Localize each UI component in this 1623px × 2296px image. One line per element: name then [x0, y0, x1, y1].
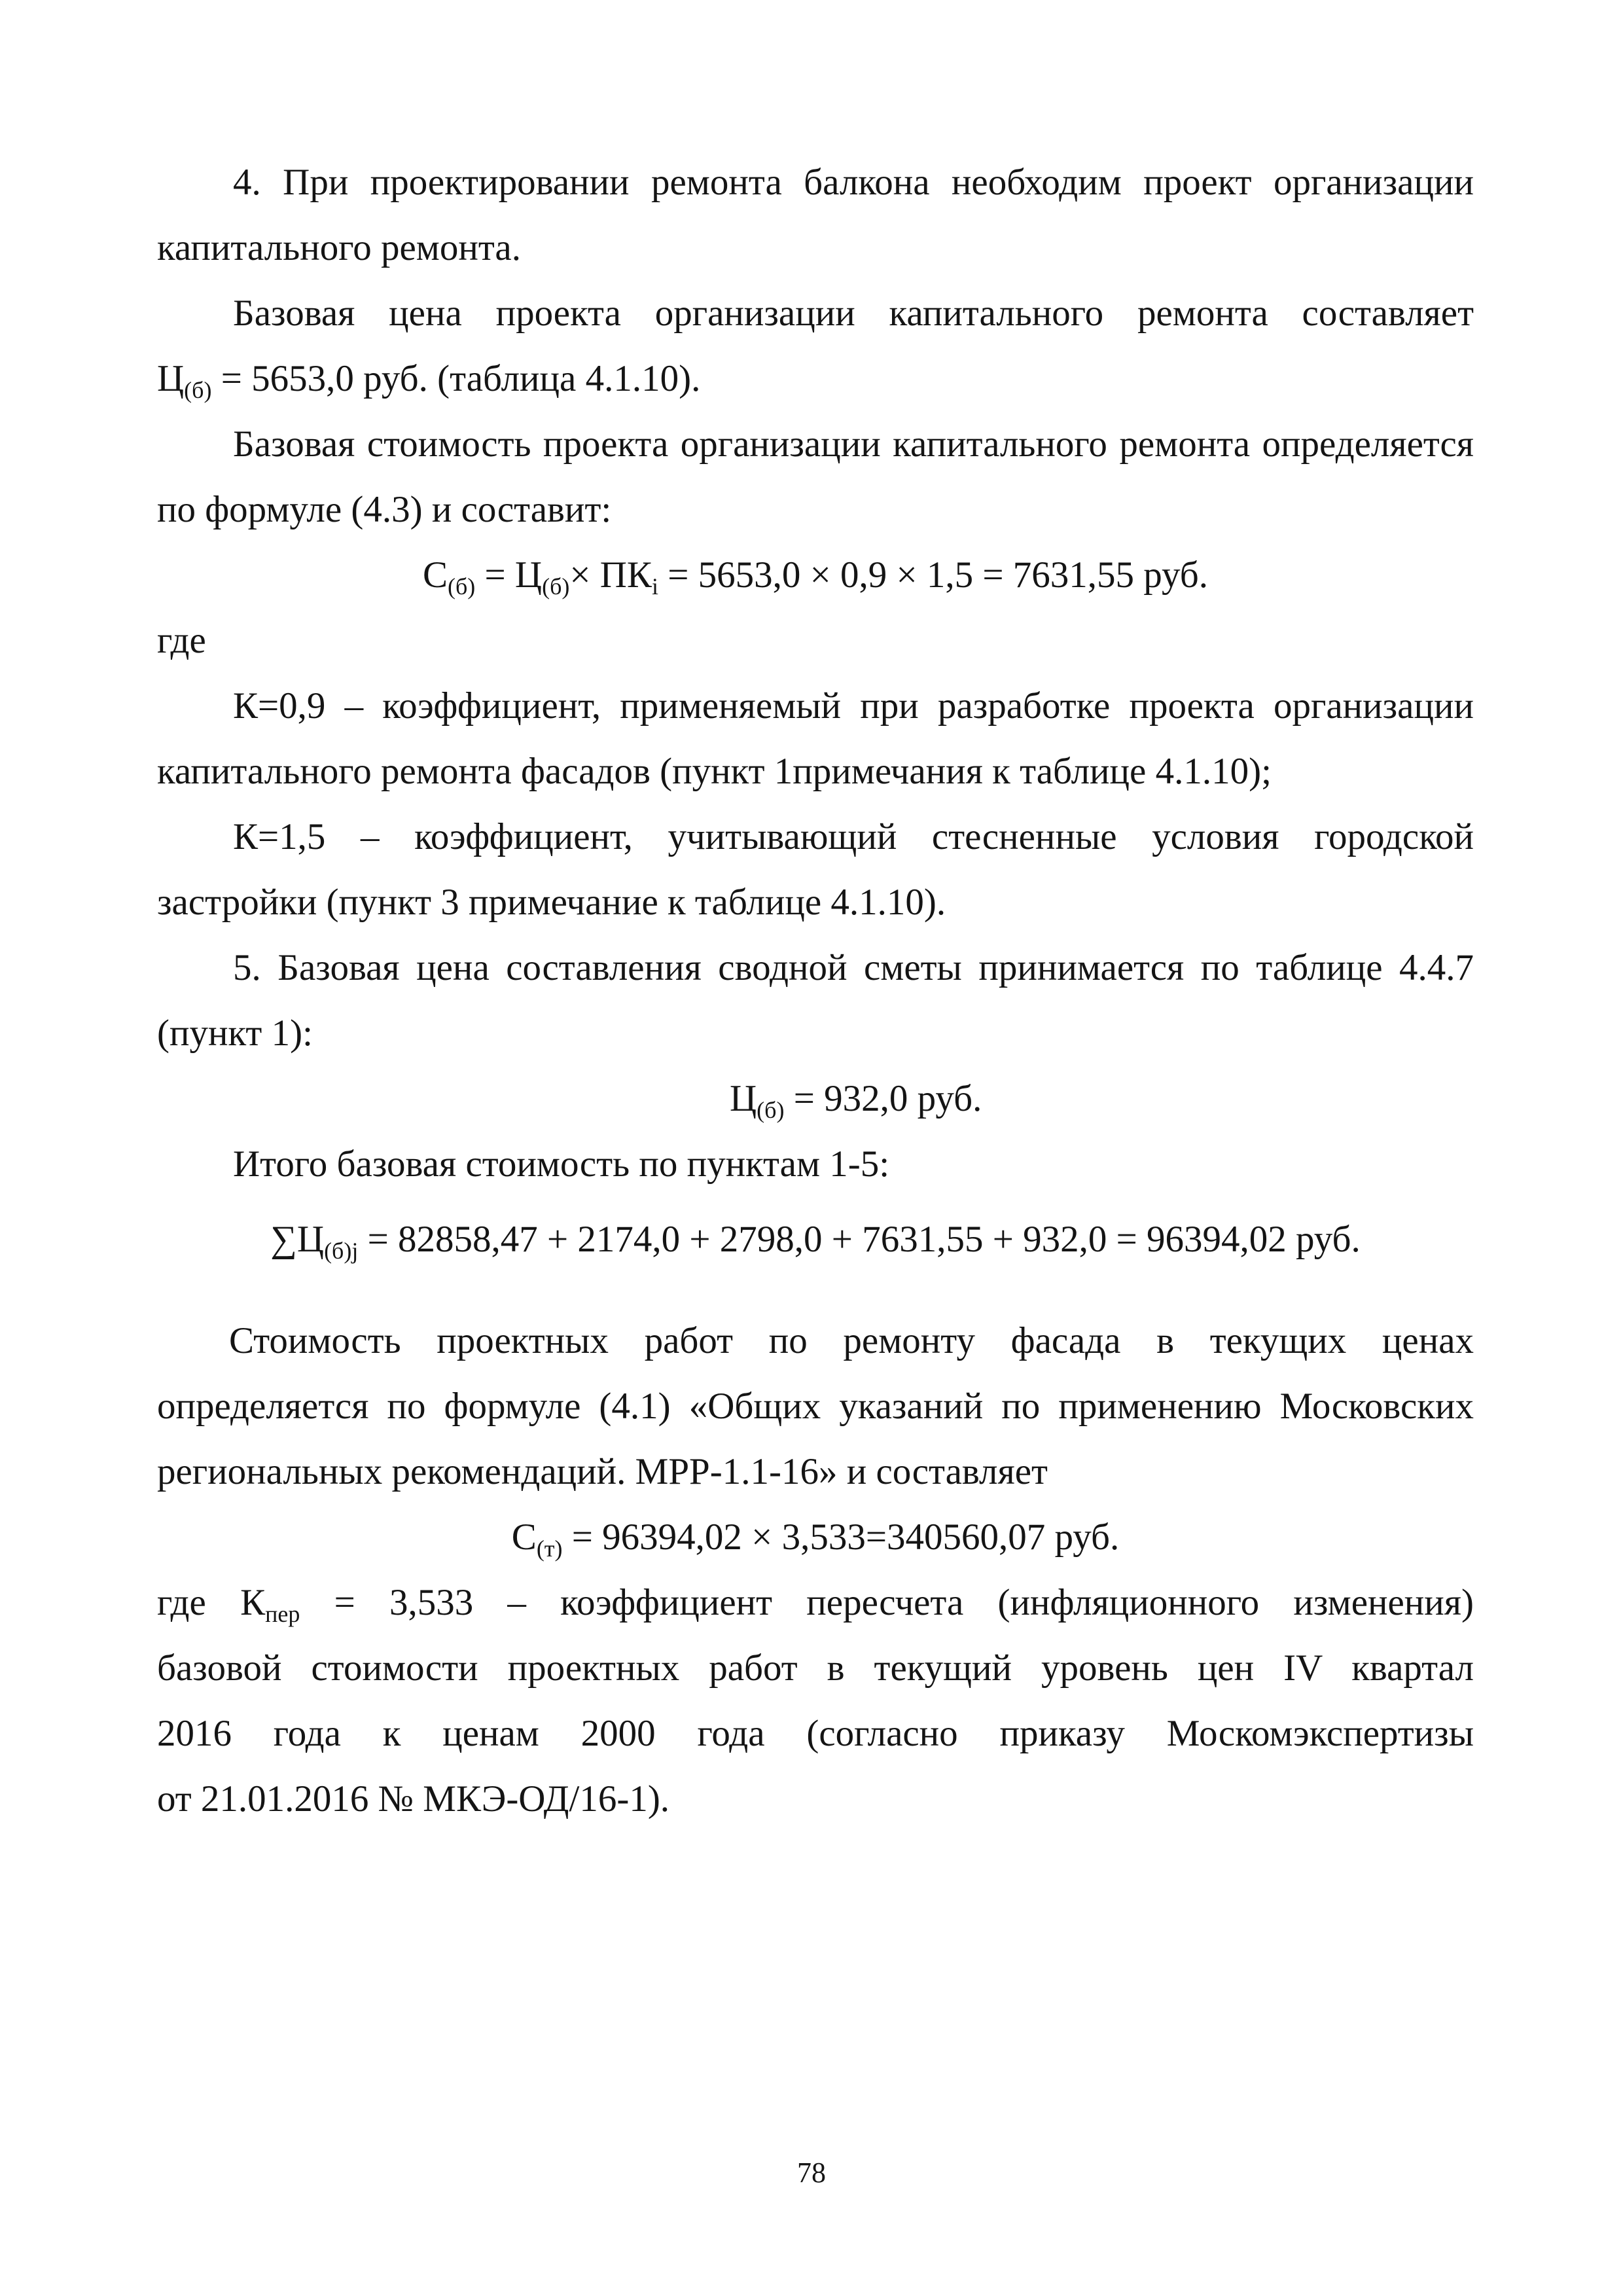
paragraph-line: 5. Базовая цена составления сводной сметы принимается по таблице 4.4.7	[233, 947, 1474, 988]
formula-text: С	[511, 1516, 537, 1558]
subscript: i	[651, 573, 658, 600]
formula-text: = 5653,0 × 0,9 × 1,5 = 7631,55 руб.	[658, 554, 1209, 596]
subscript: (б)	[542, 573, 570, 600]
paragraph-line: (пункт 1):	[157, 1013, 313, 1054]
paragraph-line: по формуле (4.3) и составит:	[157, 489, 612, 530]
formula-total-sum	[157, 1219, 1474, 1264]
paragraph-line	[157, 1582, 1474, 1627]
paragraph-line: определяется по формуле (4.1) «Общих указаний по применению Московских	[157, 1386, 1474, 1427]
subscript: (б)	[184, 376, 212, 403]
formula-text: = 96394,02 × 3,533=340560,07 руб.	[562, 1516, 1120, 1558]
formula-summary-cost	[730, 1078, 982, 1123]
subscript: (б)	[757, 1096, 785, 1123]
paragraph-line: региональных рекомендаций. МРР-1.1-16» и составляет	[157, 1451, 1048, 1492]
subscript: (б)j	[324, 1237, 359, 1264]
formula-text: = 932,0 руб.	[784, 1078, 982, 1119]
paragraph-line: Стоимость проектных работ по ремонту фасада в текущих ценах	[229, 1320, 1474, 1361]
paragraph-line: от 21.01.2016 № МКЭ-ОД/16-1).	[157, 1778, 670, 1820]
formula-text: = 82858,47 + 2174,0 + 2798,0 + 7631,55 + 932,0 = 96394,02 руб.	[358, 1219, 1361, 1260]
page-number: 78	[797, 2157, 826, 2189]
paragraph-line: базовой стоимости проектных работ в текущий уровень цен IV квартал	[157, 1647, 1474, 1689]
paragraph-line: К=1,5 – коэффициент, учитывающий стесненные условия городской	[233, 816, 1474, 857]
text-part: = 5653,0 руб. (таблица 4.1.10).	[211, 358, 701, 399]
text-part: где К	[157, 1582, 266, 1623]
formula-text: = Ц	[475, 554, 543, 596]
paragraph-line: застройки (пункт 3 примечание к таблице 4.1.10).	[157, 882, 946, 923]
paragraph-line: 4. При проектировании ремонта балкона необходим проект организации	[233, 162, 1474, 203]
paragraph-line: капитального ремонта.	[157, 227, 521, 268]
paragraph-line: капитального ремонта фасадов (пункт 1примечания к таблице 4.1.10);	[157, 751, 1272, 792]
subscript: (б)	[447, 573, 476, 600]
subscript: (т)	[536, 1535, 563, 1562]
paragraph-line	[157, 358, 1474, 403]
paragraph-line: 2016 года к ценам 2000 года (согласно приказу Москомэкспертизы	[157, 1713, 1474, 1754]
paragraph-line: К=0,9 – коэффициент, применяемый при разработке проекта организации	[233, 685, 1474, 726]
text-part: Ц	[157, 358, 185, 399]
formula-text: С	[422, 554, 448, 596]
formula-current-cost	[157, 1516, 1474, 1562]
paragraph-line: Базовая цена проекта организации капитального ремонта составляет	[233, 293, 1474, 334]
formula-base-cost	[157, 554, 1474, 600]
text-part: = 3,533 – коэффициент пересчета (инфляционного изменения)	[300, 1582, 1474, 1623]
paragraph-line: Базовая стоимость проекта организации капитального ремонта определяется	[233, 423, 1474, 465]
subscript: пер	[265, 1600, 300, 1627]
paragraph-line: Итого базовая стоимость по пунктам 1-5:	[233, 1143, 890, 1185]
formula-text: × ПК	[569, 554, 652, 596]
formula-text: ∑Ц	[270, 1219, 325, 1260]
formula-text: Ц	[730, 1078, 757, 1119]
paragraph-line: где	[157, 620, 206, 661]
